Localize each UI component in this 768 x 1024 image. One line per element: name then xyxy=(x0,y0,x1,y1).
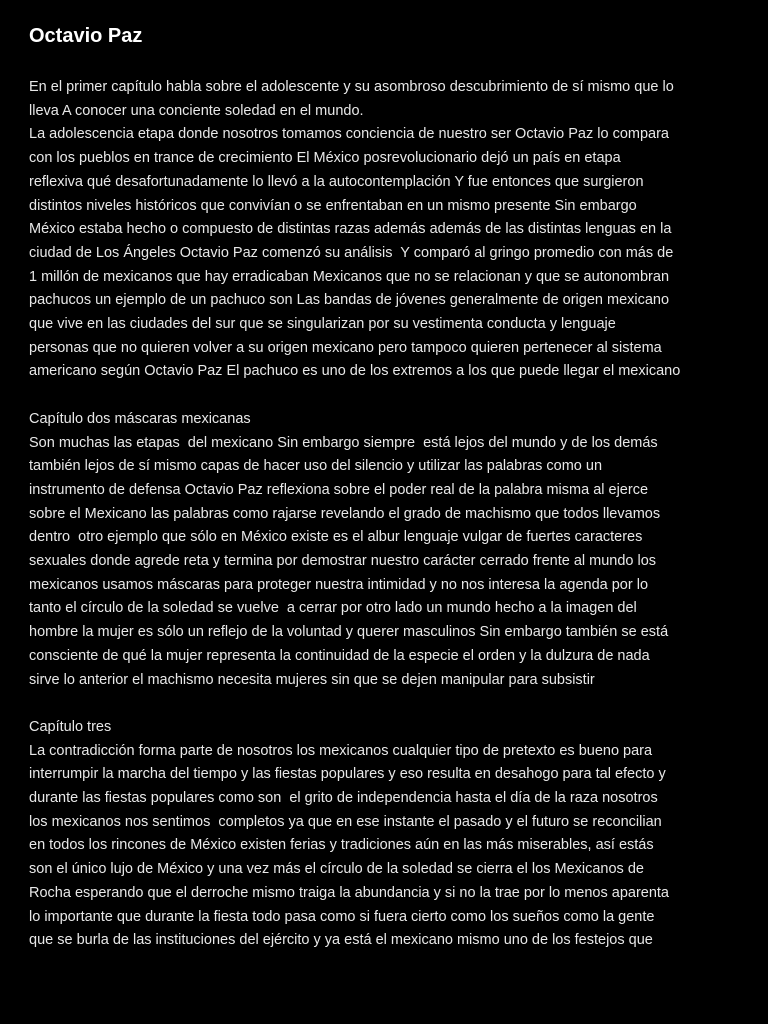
text-line: La contradicción forma parte de nosotros los mexicanos cualquier tipo de pretexto es bueno para xyxy=(29,742,653,759)
note-title: Octavio Paz xyxy=(29,25,143,47)
paragraph xyxy=(29,716,753,953)
text-line: tanto el círculo de la soledad se vuelve a cerrar por otro lado un mundo hecho a la imagen del xyxy=(29,600,637,617)
text-line: lleva A conocer una conciente soledad en el mundo. xyxy=(29,102,364,119)
note-text[interactable] xyxy=(29,76,753,953)
paragraph-break xyxy=(29,384,753,408)
text-line: lo importante que durante la fiesta todo pasa como si fuera cierto como los sueños como la gente xyxy=(29,908,655,925)
text-line: sexuales donde agrede reta y termina por demostrar nuestro carácter cerrado frente al mundo los xyxy=(29,553,657,570)
title-spacing xyxy=(29,52,753,76)
text-line: La adolescencia etapa donde nosotros tomamos conciencia de nuestro ser Octavio Paz lo compara xyxy=(29,126,669,143)
text-line: americano según Octavio Paz El pachuco es uno de los extremos a los que puede llegar el mexicano xyxy=(29,363,681,380)
text-line: Son muchas las etapas del mexicano Sin embargo siempre está lejos del mundo y de los demás xyxy=(29,434,658,451)
paragraph-break xyxy=(29,692,753,716)
text-line: en todos los rincones de México existen ferias y tradiciones aún en las más miserables, así estás xyxy=(29,837,654,854)
text-line: En el primer capítulo habla sobre el adolescente y su asombroso descubrimiento de sí mismo que lo xyxy=(29,79,674,95)
text-line: Rocha esperando que el derroche mismo traiga la abundancia y si no la trae por lo menos aparenta xyxy=(29,884,669,901)
text-line: Capítulo tres xyxy=(29,718,112,735)
text-line: los mexicanos nos sentimos completos ya que en ese instante el pasado y el futuro se reconcilian xyxy=(29,813,662,830)
text-line: son el único lujo de México y una vez más el círculo de la soledad se cierra el los Mexicanos de xyxy=(29,861,644,878)
text-line: sobre el Mexicano las palabras como rajarse revelando el grado de machismo que todos llevamos xyxy=(29,505,661,522)
text-line: instrumento de defensa Octavio Paz reflexiona sobre el poder real de la palabra misma al ejerce xyxy=(29,481,649,498)
text-line: consciente de qué la mujer representa la continuidad de la especie el orden y la dulzura de nada xyxy=(29,647,650,664)
paragraph xyxy=(29,408,753,692)
text-line: pachucos un ejemplo de un pachuco son Las bandas de jóvenes generalmente de origen mexicano xyxy=(29,292,670,309)
text-line: que vive en las ciudades del sur que se singularizan por su vestimenta conducta y lenguaje xyxy=(29,316,616,333)
text-line: personas que no quieren volver a su origen mexicano pero tampoco quieren pertenecer al sistema xyxy=(29,339,662,356)
text-line: mexicanos usamos máscaras para proteger nuestra intimidad y no nos interesa la agenda por lo xyxy=(29,576,649,593)
text-line: interrumpir la marcha del tiempo y las fiestas populares y eso resulta en desahogo para tal efecto y xyxy=(29,766,666,783)
text-line: distintos niveles históricos que convivían o se enfrentaban en un mismo presente Sin embargo xyxy=(29,197,637,214)
note-body[interactable] xyxy=(29,20,753,953)
text-line: hombre la mujer es sólo un reflejo de la voluntad y querer masculinos Sin embargo también se está xyxy=(29,624,669,641)
text-line: ciudad de Los Ángeles Octavio Paz comenzó su análisis Y comparó al gringo promedio con más de xyxy=(29,244,674,261)
paragraph xyxy=(29,76,753,384)
text-line: Capítulo dos máscaras mexicanas xyxy=(29,410,251,427)
text-line: sirve lo anterior el machismo necesita mujeres sin que se dejen manipular para subsistir xyxy=(29,671,595,688)
text-line: dentro otro ejemplo que sólo en México existe es el albur lenguaje vulgar de fuertes caracteres xyxy=(29,529,643,546)
text-line: que se burla de las instituciones del ejército y ya está el mexicano mismo uno de los festejos que xyxy=(29,932,653,949)
text-line: con los pueblos en trance de crecimiento El México posrevolucionario dejó un país en etapa xyxy=(29,150,621,167)
text-line: reflexiva qué desafortunadamente lo llevó a la autocontemplación Y fue entonces que surgieron xyxy=(29,173,644,190)
text-line: México estaba hecho o compuesto de distintas razas además además de las distintas lenguas en la xyxy=(29,221,672,238)
text-line: 1 millón de mexicanos que hay erradicaban Mexicanos que no se relacionan y que se autonombran xyxy=(29,268,670,285)
text-line: durante las fiestas populares como son el grito de independencia hasta el día de la raza nosotros xyxy=(29,790,658,807)
text-line: también lejos de sí mismo capas de hacer uso del silencio y utilizar las palabras como un xyxy=(29,458,603,475)
